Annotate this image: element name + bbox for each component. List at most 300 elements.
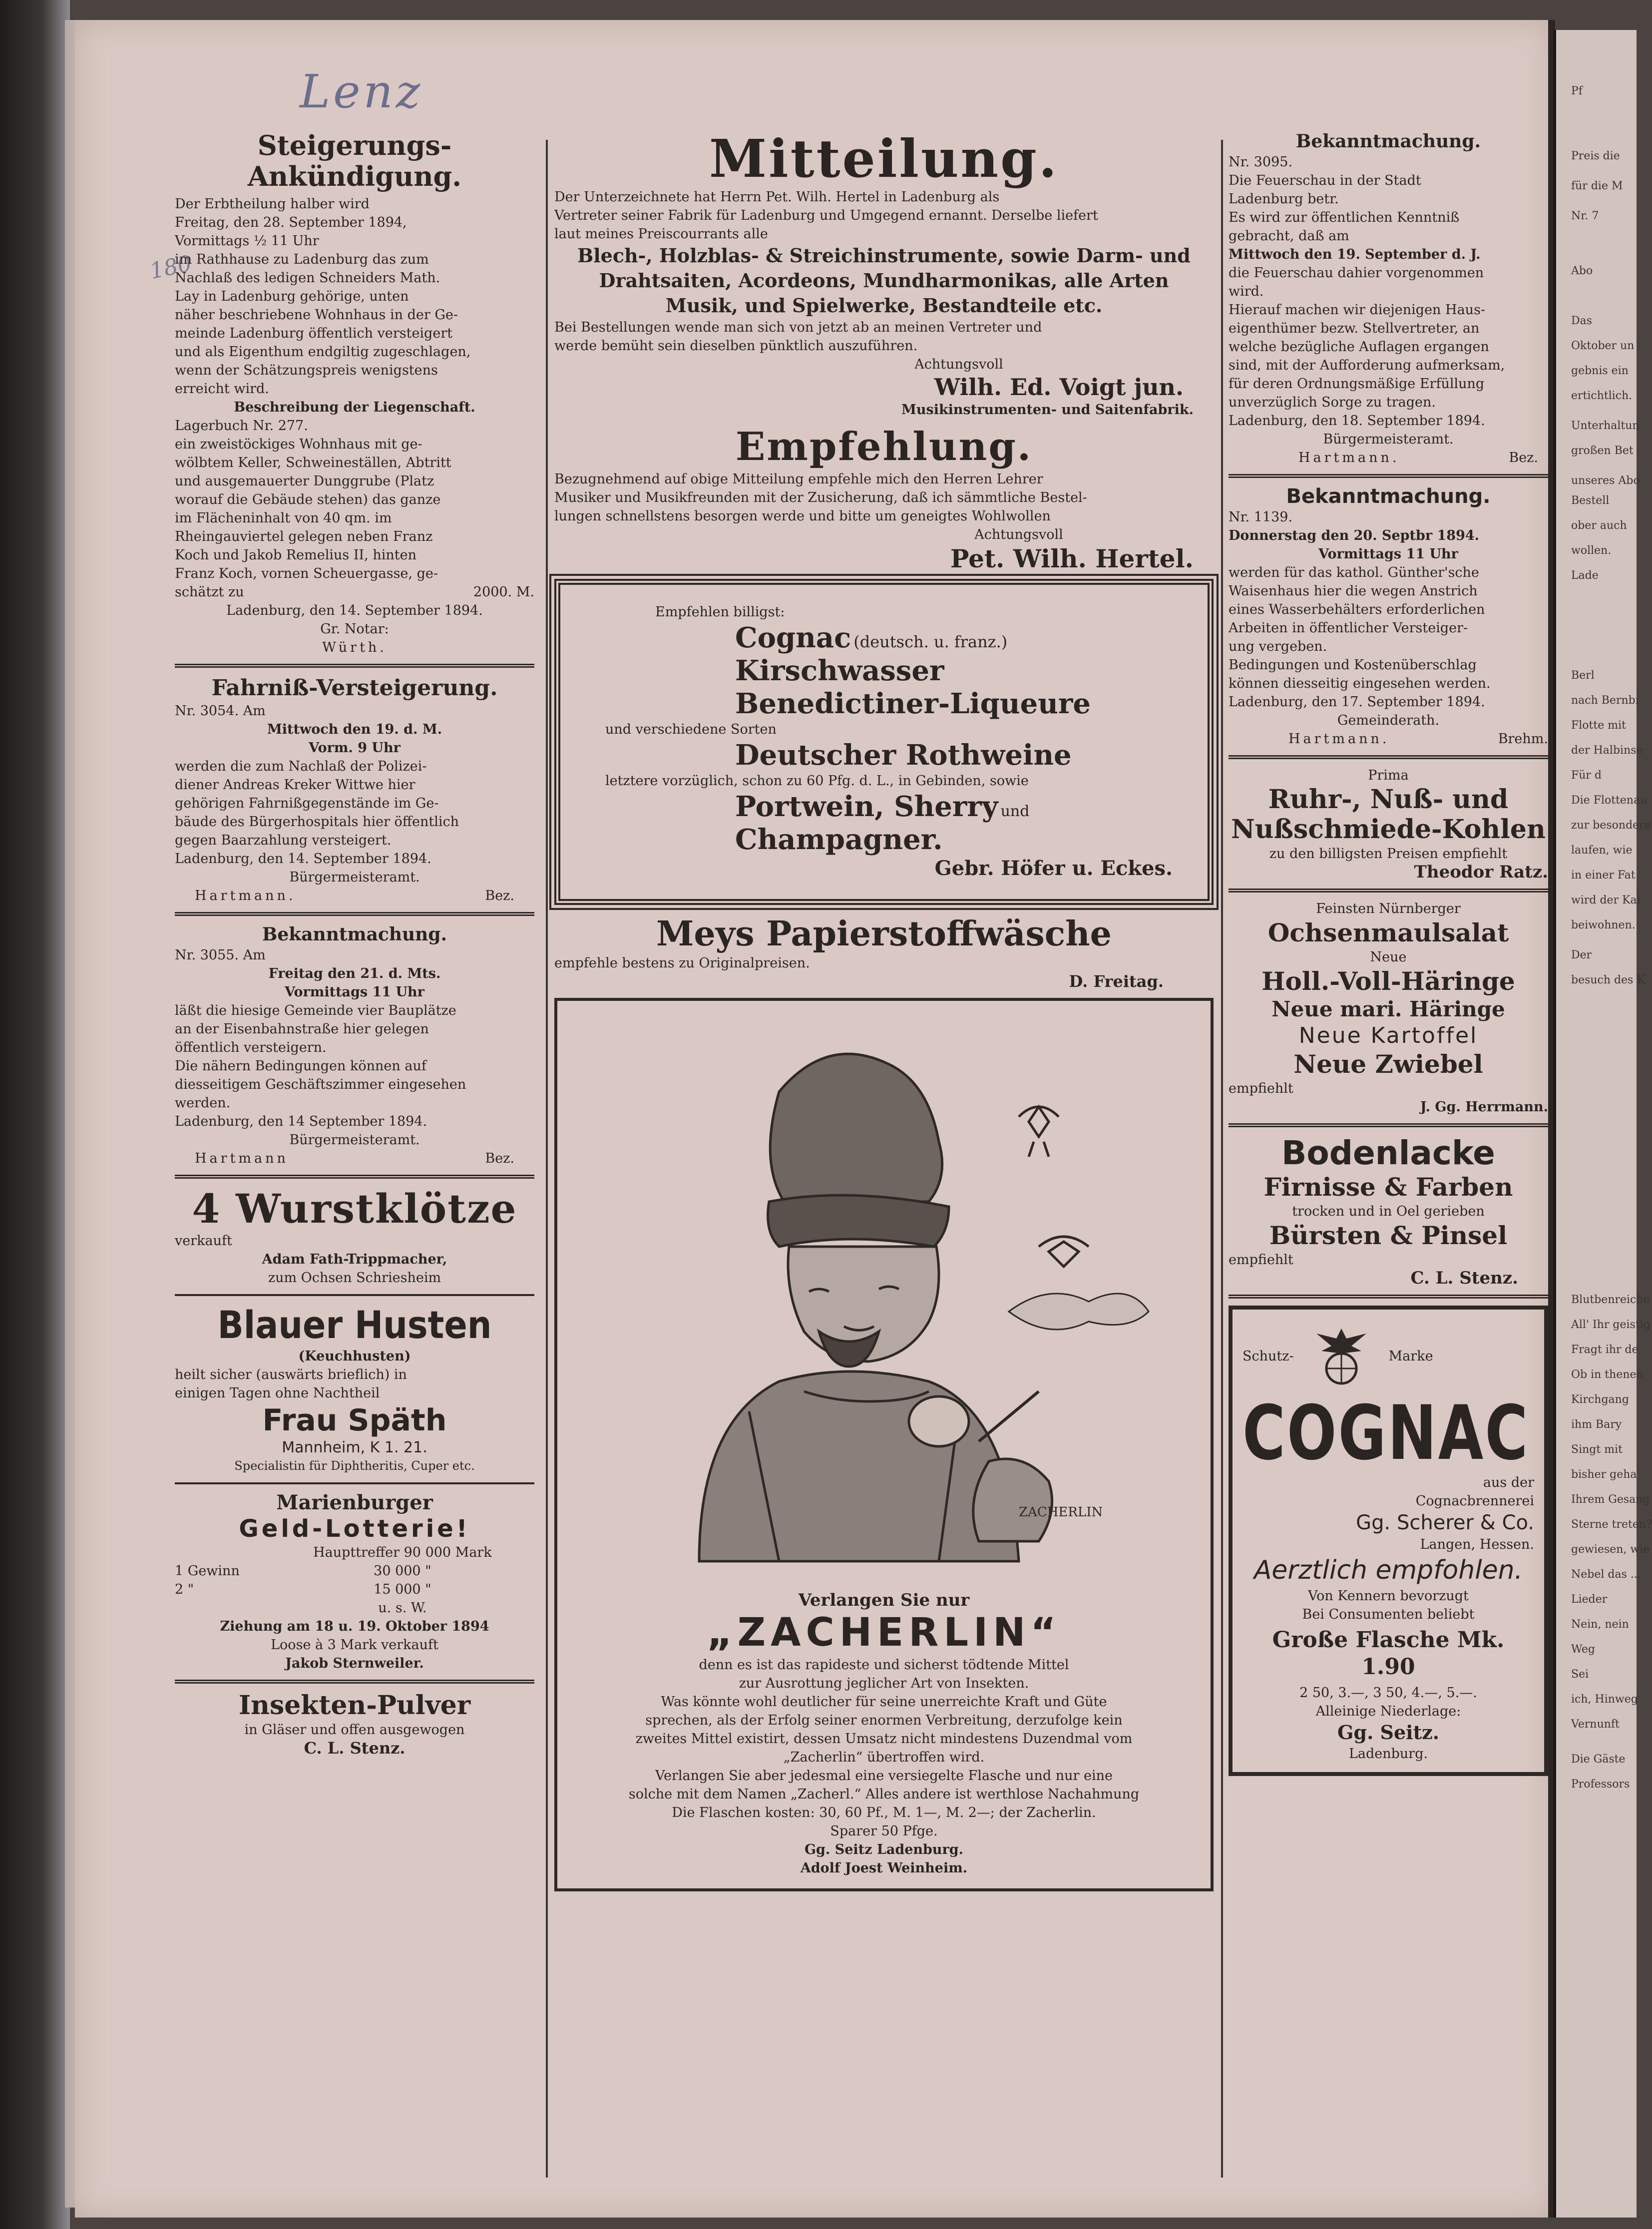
adjacent-page-fragment: Für d [1571,769,1602,782]
notice-line: Koch und Jakob Remelius II, hinten [175,547,416,563]
adjacent-page-fragment: zur besondere [1571,819,1651,832]
adjacent-page-fragment: ich, Hinweg [1571,1693,1638,1706]
ad-line: Verlangen Sie aber jedesmal eine versiegelte Flasche und nur eine [655,1768,1113,1783]
notice-line: sind, mit der Aufforderung aufmerksam, [1229,358,1505,373]
ad-sub: in Gläser und offen ausgewogen [244,1722,465,1738]
ad-body [175,1365,534,1402]
notice-line: öffentlich versteigern. [175,1040,327,1055]
margin-pencil-note: 180 [147,250,194,285]
lotterie-ad [175,1491,534,1673]
notice-line: und als Eigenthum endgiltig zugeschlagen, [175,344,471,360]
ad-title: Geld-Lotterie! [239,1515,470,1543]
adjacent-page-fragment: Berl [1571,669,1595,682]
ad-seller: Adam Fath-Trippmacher, [262,1252,447,1267]
adjacent-page-fragment: Fragt ihr de [1571,1343,1639,1356]
ad-text: zu den billigsten Preisen empfiehlt [1269,846,1508,862]
ad-specialty: Specialistin für Diphtheritis, Cuper etc. [234,1459,475,1473]
notice-title: Bekanntmachung. [1295,131,1481,152]
ad-text: Alleinige Niederlage: [1315,1704,1461,1719]
adjacent-page-fragment: Ihrem Gesang [1571,1493,1650,1506]
ad-sub: verkauft [175,1233,232,1249]
ad-seller: Jakob Sternweiler. [285,1656,424,1671]
notice-line: Bezugnehmend auf obige Mitteilung empfehle mich den Herren Lehrer [554,471,1043,487]
column-right [1229,130,1548,1776]
notice-line: Lay in Ladenburg gehörige, unten [175,289,409,304]
ad-title: „ZACHERLIN“ [707,1610,1061,1655]
trademark-label: Schutz- [1242,1348,1294,1364]
ad-seller: Gg. Seitz Ladenburg. [804,1842,964,1857]
divider [1229,474,1548,478]
prize-amount: Haupttreffer 90 000 Mark [313,1545,492,1560]
adjacent-page-fragment: Preis die [1571,150,1620,162]
column-rule-2 [1221,140,1223,2178]
notice-line: Lagerbuch Nr. 277. [175,418,308,434]
notice-day: Mittwoch den 19. September d. J. [1229,247,1481,262]
firm-name: Gg. Scherer & Co. [1356,1511,1534,1534]
notice-line: gebracht, daß am [1229,228,1349,244]
prize-amount: u. s. W. [378,1600,427,1616]
divider [175,1680,534,1684]
signature: Wilh. Ed. Voigt jun. [934,374,1184,401]
notar-name: Würth. [322,640,387,655]
ad-line: „Zacherlin“ übertroffen wird. [783,1750,985,1765]
ad-line: zur Ausrottung jeglicher Art von Insekten. [739,1676,1029,1691]
ad-title: Neue Kartoffel [1298,1023,1478,1048]
notice-line: läßt die hiesige Gemeinde vier Bauplätze [175,1003,456,1018]
notice-line: Der Unterzeichnete hat Herrn Pet. Wilh. Hertel in Ladenburg als [554,189,1000,205]
product-kirsch: Kirschwasser [735,654,944,687]
notice-line: gehörigen Fahrnißgegenstände im Ge- [175,796,439,811]
prize-count [175,1543,271,1562]
notice-day: Donnerstag den 20. Septbr 1894. [1229,528,1480,543]
column-rule-1 [546,140,548,2178]
signature-sub: Musikinstrumenten- und Saitenfabrik. [901,402,1194,418]
notice-body [1229,264,1548,412]
adjacent-page-fragment: Singt mit [1571,1443,1623,1456]
kohlen-ad [1229,766,1548,882]
ad-title: Firnisse & Farben [1263,1172,1513,1202]
adjacent-page-fragment: Abo [1571,265,1593,277]
ad-name: Frau Späth [262,1403,447,1438]
notice-line: eines Wasserbehälters erforderlichen [1229,602,1485,617]
ad-line: Feinsten Nürnberger [1316,901,1461,916]
adjacent-page-fragment: Sterne treten? [1571,1518,1652,1531]
divider [175,1482,534,1484]
notice-line: an der Eisenbahnstraße hier gelegen [175,1021,429,1037]
notice-signature [175,887,534,905]
adjacent-page-fragment: Das [1571,315,1593,327]
notice-line: die Feuerschau dahier vorgenommen [1229,265,1484,281]
price-value: 2000. M. [473,584,534,600]
fahrnis-notice [175,675,534,905]
notice-line: wölbtem Keller, Schweineställen, Abtritt [175,455,451,470]
ad-town: Ladenburg. [1348,1746,1428,1762]
greeting: Achtungsvoll [974,527,1063,542]
ad-pre: Prima [1368,768,1409,783]
notice-office: Bürgermeisteramt. [289,1132,420,1148]
prize-row [175,1580,534,1599]
ad-text: und verschiedene Sorten [605,722,777,737]
bekanntmachung-1139 [1229,485,1548,748]
mitteilung-notice [554,130,1214,419]
ad-address: Mannheim, K 1. 21. [282,1439,427,1456]
ad-line: Die Flaschen kosten: 30, 60 Pf., M. 1—, M. 2—; der Zacherlin. [672,1805,1096,1820]
column-left [175,130,534,1758]
notice-date: Ladenburg, den 14. September 1894. [226,603,483,618]
prize-count [175,1599,271,1617]
brand-word: COGNAC [1242,1390,1530,1477]
notice-signature [1229,730,1548,748]
notice-line: lungen schnellstens besorgen werde und bitte um geneigtes Wohlwollen [554,508,1051,524]
adjacent-page-fragment: Professors [1571,1778,1630,1790]
notice-body [175,757,534,850]
notice-body [554,470,1214,525]
price-line [175,583,534,601]
adjacent-page-fragment: All' Ihr geistig [1571,1319,1651,1331]
notice-number: Nr. 1139. [1229,509,1293,525]
signer: Hartmann. [195,888,296,903]
notice-line: im Rathhause zu Ladenburg das zum [175,252,429,267]
prize-row [175,1599,534,1617]
adjacent-page-fragment: Der [1571,949,1592,961]
adjacent-page-fragment: Lieder [1571,1593,1608,1606]
notice-line: näher beschriebene Wohnhaus in der Ge- [175,307,458,323]
notice-line: erreicht wird. [175,381,269,397]
adjacent-page-fragment: gebnis ein [1571,365,1629,377]
notice-line: wird. [1229,284,1264,299]
signer-suffix: Bez. [485,888,514,903]
insekten-ad [175,1691,534,1758]
notice-line: bäude des Bürgerhospitals hier öffentlich [175,814,459,830]
prize-amount: 30 000 " [374,1563,431,1579]
notice-date: Ladenburg, den 18. September 1894. [1229,413,1485,429]
notice-time: Vormittags 11 Uhr [1318,546,1458,562]
divider [1229,889,1548,892]
adjacent-page-fragment: Unterhaltun [1571,420,1640,432]
notice-date: Ladenburg, den 14 September 1894. [175,1114,427,1129]
notice-line: laut meines Preiscourrants alle [554,226,768,242]
zacherlin-illustration [568,1012,1200,1591]
herrmann-ad [1229,899,1548,1116]
adjacent-page-fragment: Vernunft [1571,1718,1620,1731]
prize-amount: 15 000 " [374,1582,431,1597]
ad-title: Meys Papierstoffwäsche [656,914,1112,954]
adjacent-page-fragment: Sei [1571,1668,1589,1681]
zacherlin-ad [554,998,1214,1891]
divider [1229,1295,1548,1299]
notice-line: welche bezügliche Auflagen ergangen [1229,339,1489,355]
adjacent-page-fragment: laufen, wie [1571,844,1633,857]
ad-line: Was könnte wohl deutlicher für seine unerreichte Kraft und Güte [661,1694,1107,1710]
instrument-line: Musik, und Spielwerke, Bestandteile etc. [665,294,1103,317]
ad-title: Ochsenmaulsalat [1267,918,1509,947]
product-note: (deutsch. u. franz.) [853,632,1008,651]
notice-title: Bekanntmachung. [262,924,447,945]
signature: Pet. Wilh. Hertel. [950,544,1194,573]
ad-title: Neue Zwiebel [1293,1049,1483,1079]
adjacent-page-fragment: bisher geha [1571,1468,1637,1481]
bekanntmachung-3055 [175,923,534,1168]
notice-signature [1229,448,1548,467]
notice-line: unverzüglich Sorge zu tragen. [1229,395,1436,410]
ad-title: Bodenlacke [1281,1134,1495,1172]
ad-title: Blauer Husten [217,1303,492,1347]
greeting: Achtungsvoll [914,357,1003,372]
ad-line: Neue [1370,949,1407,965]
notice-line: ung vergeben. [1229,639,1327,654]
product-line [575,790,1193,823]
adjacent-page-fragment: Kirchgang [1571,1393,1629,1406]
ad-seller: D. Freitag. [1069,972,1164,991]
ad-claim: Aerztlich empfohlen. [1253,1555,1523,1585]
ad-price: Große Flasche Mk. 1.90 [1272,1627,1505,1680]
eagle-globe-icon [1304,1319,1379,1393]
ad-seller: C. L. Stenz. [1410,1268,1518,1288]
ad-line: solche mit dem Namen „Zacherl.“ Alles andere ist werthlose Nachahmung [628,1786,1140,1802]
notice-title: Ankündigung. [247,160,462,192]
notice-line: Es wird zur öffentlichen Kenntniß [1229,210,1460,225]
adjacent-page-fragment: Ob in thenen [1571,1368,1644,1381]
notice-body [175,195,534,398]
divider [175,1294,534,1296]
notice-line: Arbeiten in öffentlicher Versteiger- [1229,620,1468,636]
ad-text: letztere vorzüglich, schon zu 60 Pfg. d. L., in Gebinden, sowie [605,773,1029,789]
ad-line: denn es ist das rapideste und sicherst tödtende Mittel [699,1657,1069,1673]
notice-body [175,417,534,583]
notice-line: werden die zum Nachlaß der Polizei- [175,759,427,774]
ad-body [568,1656,1200,1840]
notice-number: Nr. 3055. Am [175,947,266,963]
ad-title: Marienburger [276,1491,433,1514]
instrument-line: Drahtsaiten, Acordeons, Mundharmonikas, alle Arten [599,269,1169,292]
steigerung-notice [175,130,534,657]
ad-line: zweites Mittel existirt, dessen Umsatz nicht mindestens Duzendmal vom [635,1731,1133,1747]
ad-seller-location: zum Ochsen Schriesheim [268,1270,441,1286]
notice-time: Vormittags 11 Uhr [285,984,424,1000]
ad-seller: Theodor Ratz. [1414,862,1548,882]
notice-line: meinde Ladenburg öffentlich versteigert [175,326,453,341]
divider [175,912,534,916]
adjacent-page-fragment: Flotte mit [1571,719,1626,732]
notice-line: Die Feuerschau in der Stadt [1229,173,1421,188]
ad-ask: Verlangen Sie nur [798,1590,970,1610]
notice-number: Nr. 3095. [1229,154,1293,170]
ad-title: Bürsten & Pinsel [1269,1221,1508,1250]
notice-day: Freitag den 21. d. Mts. [268,966,441,981]
notice-line: diesseitigem Geschäftszimmer eingesehen [175,1077,466,1092]
notice-body [1229,563,1548,693]
adjacent-page-fragment: Pf [1571,85,1583,97]
notice-time: Vorm. 9 Uhr [309,740,401,756]
empfehlung-notice [554,424,1214,574]
product-rotwein: Deutscher Rothweine [735,739,1072,772]
notice-line: diener Andreas Kreker Wittwe hier [175,777,415,793]
notice-date: Ladenburg, den 14. September 1894. [175,851,431,867]
notice-day: Mittwoch den 19. d. M. [267,722,442,737]
book-binding [0,0,70,2229]
ad-seller: Gg. Seitz. [1337,1721,1439,1744]
adjacent-page-fragment: Die Flottenau [1571,794,1648,807]
divider [175,1175,534,1179]
notice-line: und ausgemauerter Dunggrube (Platz [175,473,434,489]
ad-line: sprechen, als der Erfolg seiner enormen Verbreitung, derzufolge kein [645,1713,1123,1728]
section-heading: Beschreibung der Liegenschaft. [234,400,475,415]
notice-body [1229,171,1548,245]
ad-intro: Empfehlen billigst: [655,604,785,620]
notice-line: Vormittags ½ 11 Uhr [175,233,319,249]
product-champagner: Champagner. [735,823,943,856]
ad-prices: 2 50, 3.—, 3 50, 4.—, 5.—. [1299,1685,1477,1701]
notice-office: Bürgermeisteramt. [1323,432,1454,447]
column-middle [554,130,1214,1891]
notice-line: Bedingungen und Kostenüberschlag [1229,657,1477,673]
signer-suffix: Bez. [1509,450,1538,465]
notice-title: Empfehlung. [735,424,1033,469]
notice-line: ein zweistöckiges Wohnhaus mit ge- [175,437,422,452]
notice-line: Der Erbtheilung halber wird [175,196,370,212]
notice-body [175,1001,534,1112]
adjacent-page-fragment: in einer Fat [1571,869,1636,882]
ticket-price: Loose à 3 Mark verkauft [271,1637,438,1653]
ad-title: Insekten-Pulver [238,1690,471,1721]
notice-line: für deren Ordnungsmäßige Erfüllung [1229,376,1485,392]
product-line [575,621,1193,654]
ad-seller: C. L. Stenz. [304,1739,406,1758]
ad-line: empfiehlt [1229,1252,1293,1268]
ad-line: heilt sicher (auswärts brieflich) in [175,1367,407,1382]
prize-count: 2 " [175,1582,194,1597]
notice-line: Rheingauviertel gelegen neben Franz [175,529,433,544]
ad-text: aus der [1483,1475,1534,1490]
ad-seller: J. Gg. Herrmann. [1420,1099,1548,1115]
prize-row [175,1543,534,1562]
adjacent-page-fragment: beiwohnen. [1571,919,1636,931]
notice-line: gegen Baarzahlung versteigert. [175,833,392,848]
ad-text: empfehle bestens zu Originalpreisen. [554,955,810,971]
adjacent-page-fragment: wird der Kai [1571,894,1641,906]
divider [1229,1123,1548,1127]
bekanntmachung-3095 [1229,130,1548,467]
adjacent-page-fragment: Die Gäste [1571,1753,1626,1766]
adjacent-page-fragment: Oktober un [1571,340,1635,352]
adjacent-page-fragment: unseres Abo [1571,474,1640,487]
adjacent-page-fragment: Lade [1571,569,1599,582]
signer: Hartmann. [1298,450,1400,465]
trademark-label: Marke [1388,1348,1433,1364]
notice-line: Ladenburg betr. [1229,191,1339,207]
notice-line: im Flächeninhalt von 40 qm. im [175,510,392,526]
ad-text: Von Kennern bevorzugt [1308,1588,1469,1604]
notice-title: Steigerungs- [257,129,452,161]
ad-title: Ruhr-, Nuß- und [1268,784,1509,815]
adjacent-page-fragment: Nebel das ... [1571,1568,1641,1581]
handwritten-note: Lenz [300,65,423,118]
prize-table [175,1543,534,1617]
product-cognac: Cognac [735,621,851,654]
ad-title: 4 Wurstklötze [192,1185,517,1232]
notice-number: Nr. 3054. Am [175,703,266,719]
husten-ad [175,1303,534,1475]
ad-title: Neue mari. Häringe [1271,997,1505,1021]
notice-line: worauf die Gebäude stehen) das ganze [175,492,441,507]
adjacent-page-fragment: gewiesen, wie [1571,1543,1650,1556]
notice-date: Ladenburg, den 17. September 1894. [1229,694,1485,710]
divider [175,664,534,668]
notice-line: werde bemüht sein dieselben pünktlich auszuführen. [554,338,918,354]
instrument-list [554,243,1214,318]
adjacent-page-fragment: Nein, nein [1571,1618,1629,1631]
notice-title: Mitteilung. [709,128,1059,189]
adjacent-page-fragment: Bestell [1571,494,1610,507]
ad-text: Cognacbrennerei [1415,1493,1534,1509]
ad-title: Nußschmiede-Kohlen [1231,814,1546,845]
ad-sub: (Keuchhusten) [298,1348,411,1364]
adjacent-page-fragment: der Halbinse [1571,744,1643,757]
price-label: schätzt zu [175,584,244,600]
meys-ad [554,914,1214,991]
notice-line: Hierauf machen wir diejenigen Haus- [1229,302,1486,318]
notice-line: Vertreter seiner Fabrik für Ladenburg und Umgegend ernannt. Derselbe liefert [554,208,1098,223]
notice-line: wenn der Schätzungspreis wenigstens [175,363,438,378]
notice-title: Fahrniß-Versteigerung. [211,675,498,701]
ad-text: Bei Consumenten beliebt [1302,1607,1475,1622]
signer: Hartmann. [1288,731,1390,747]
notice-line: werden für das kathol. Günther'sche [1229,565,1479,580]
adjacent-page-fragment: Weg [1571,1643,1595,1656]
signer-suffix: Bez. [485,1151,514,1166]
signer: Hartmann [195,1151,289,1166]
ad-seller: Gebr. Höfer u. Eckes. [934,857,1173,880]
notice-office: Gemeinderath. [1337,713,1440,728]
notice-line: Bei Bestellungen wende man sich von jetzt ab an meinen Vertreter und [554,320,1042,335]
notice-line: Franz Koch, vornen Scheuergasse, ge- [175,566,438,581]
adjacent-page-fragment: besuch des K [1571,974,1645,986]
notice-line: Nachlaß des ledigen Schneiders Math. [175,270,440,286]
product-portwein: Portwein, Sherry [735,790,998,823]
adjacent-page-fragment: wollen. [1571,544,1612,557]
notice-line: Musiker und Musikfreunden mit der Zusicherung, daß ich sämmtliche Bestel- [554,490,1087,505]
ad-title: Holl.-Voll-Häringe [1261,966,1515,996]
prize-row [175,1562,534,1580]
notar-role: Gr. Notar: [320,621,389,637]
adjacent-page-fragment: ihm Bary [1571,1418,1622,1431]
adjacent-page-fragment: für die M [1571,180,1623,192]
adjacent-page-fragment: ober auch [1571,519,1627,532]
notice-line: werden. [175,1095,231,1111]
adjacent-page-fragment: ertichtlich. [1571,390,1633,402]
ad-line: einigen Tagen ohne Nachtheil [175,1385,380,1401]
instrument-line: Blech-, Holzblas- & Streichinstrumente, sowie Darm- und [577,244,1191,267]
notice-line: können diesseitig eingesehen werden. [1229,676,1491,691]
adjacent-page-fragment: nach Bernbi [1571,694,1639,707]
notice-title: Bekanntmachung. [1286,485,1491,508]
notice-line: Freitag, den 28. September 1894, [175,215,407,230]
notice-body [554,318,1214,355]
adjacent-page-fragment: Nr. 7 [1571,210,1599,222]
adjacent-page-fragment: Blutbenreiche [1571,1294,1650,1306]
bodenlacke-ad [1229,1134,1548,1288]
trademark-row [1242,1319,1534,1393]
notice-signature [175,1149,534,1168]
adjacent-page-fragment: großen Bet [1571,445,1634,457]
hoefer-ad-frame [554,579,1214,905]
notice-body [554,188,1214,243]
bottle-label: ZACHERLIN [1019,1505,1103,1520]
notice-line: Waisenhaus hier die wegen Anstrich [1229,583,1478,599]
notice-line: Die nähern Bedingungen können auf [175,1058,426,1074]
prize-count: 1 Gewinn [175,1563,240,1579]
signer-suffix: Brehm. [1498,731,1548,747]
